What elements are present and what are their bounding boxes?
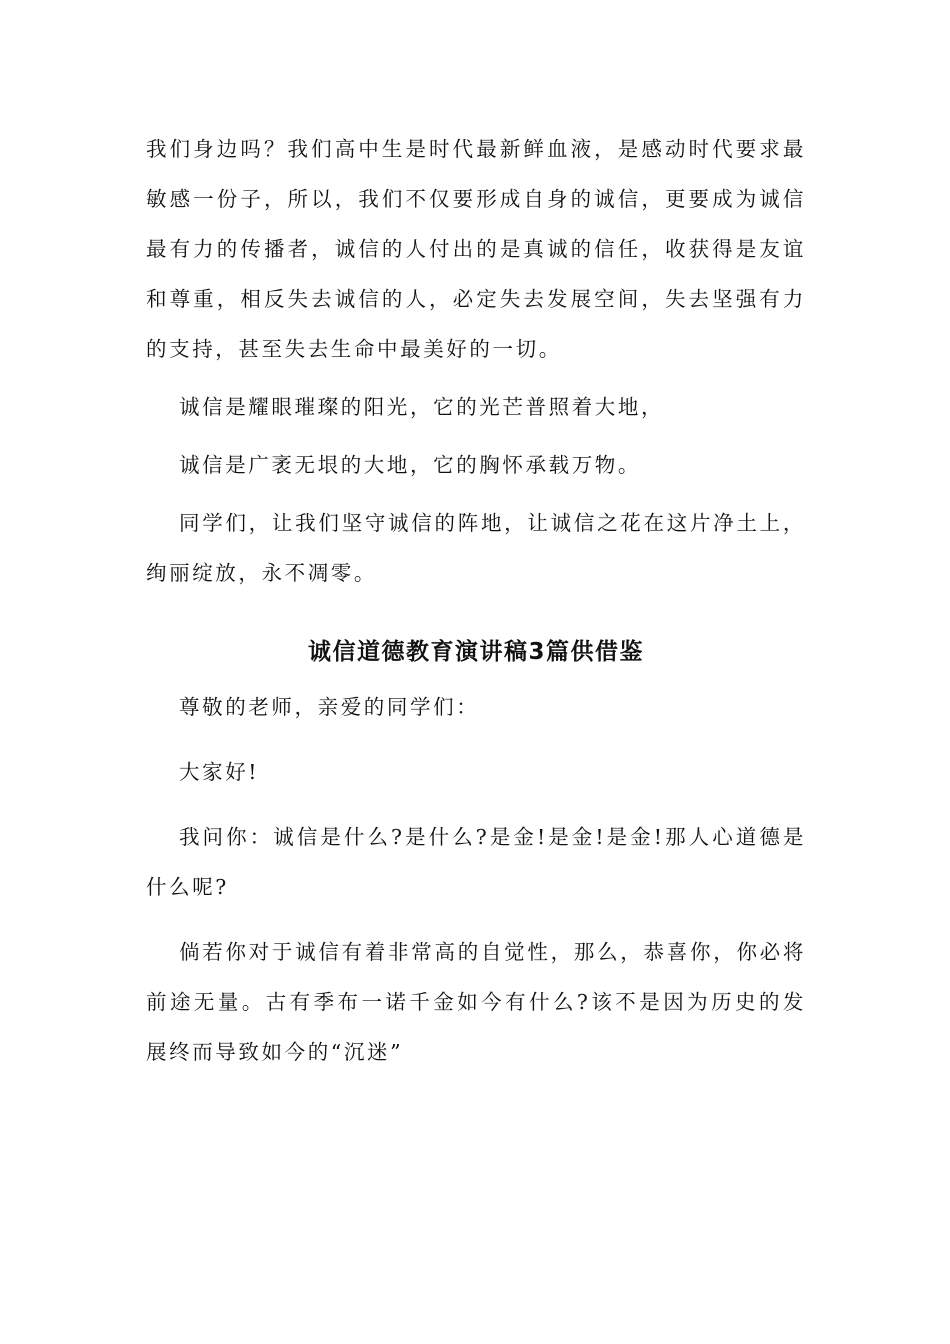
salutation-paragraph: 尊敬的老师，亲爱的同学们： <box>179 695 480 719</box>
body-paragraph: 诚信是广袤无垠的大地，它的胸怀承载万物。 <box>179 453 641 477</box>
body-paragraph: 倘若你对于诚信有着非常高的自觉性，那么，恭喜你，你必将前途无量。古有季布一诺千金如今有什么?该不是因为历史的发展终而导致如今的“沉迷” <box>146 940 806 1064</box>
body-paragraph: 同学们，让我们坚守诚信的阵地，让诚信之花在这片净土上，绚丽绽放，永不凋零。 <box>146 511 806 585</box>
document-page <box>146 124 806 1077</box>
body-paragraph: 我问你：诚信是什么?是什么?是金!是金!是金!那人心道德是什么呢? <box>146 825 806 899</box>
greeting-paragraph: 大家好! <box>179 760 260 784</box>
section-title: 诚信道德教育演讲稿3篇供借鉴 <box>307 639 644 665</box>
body-paragraph: 我们身边吗？我们高中生是时代最新鲜血液，是感动时代要求最敏感一份子，所以，我们不仅要形成自身的诚信，更要成为诚信最有力的传播者，诚信的人付出的是真诚的信任，收获得是友谊和尊重，相反失去诚信的人，必定失去发展空间，失去坚强有力的支持，甚至失去生命中最美好的一切。 <box>146 137 806 361</box>
body-paragraph: 诚信是耀眼璀璨的阳光，它的光芒普照着大地， <box>179 395 665 419</box>
